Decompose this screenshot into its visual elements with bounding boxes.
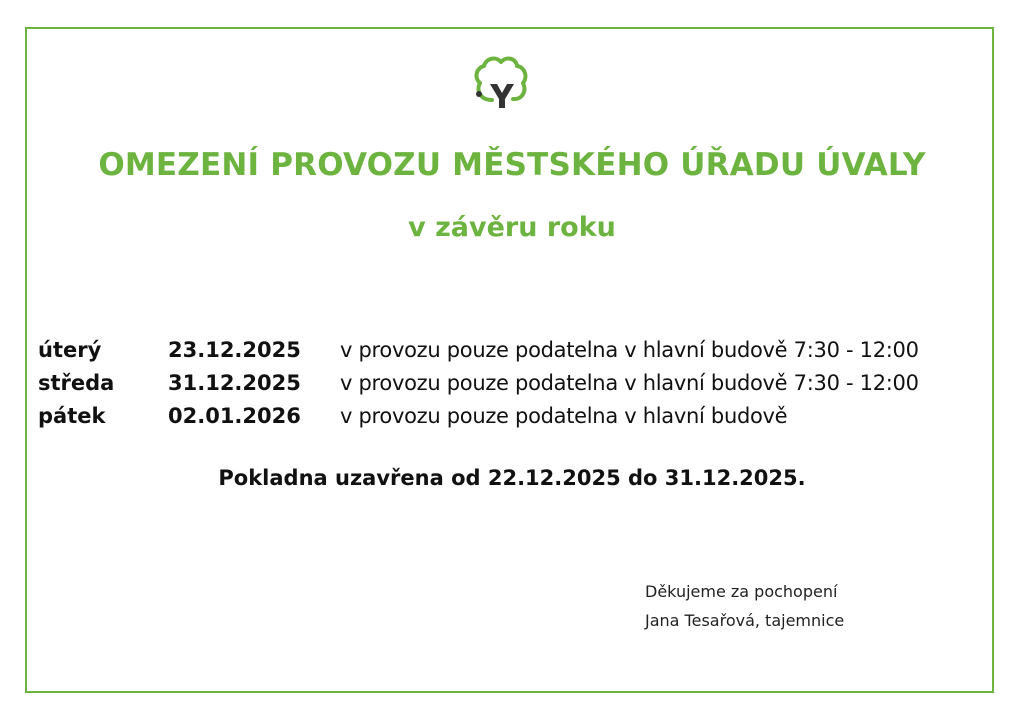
schedule-row	[38, 367, 988, 400]
schedule-note: v provozu pouze podatelna v hlavní budově 7:30 - 12:00	[340, 371, 919, 395]
thanks-text: Děkujeme za pochopení	[645, 582, 838, 601]
schedule-day: pátek	[38, 404, 106, 428]
signer-name: Jana Tesařová, tajemnice	[645, 611, 845, 630]
schedule-day: úterý	[38, 338, 102, 362]
schedule-date: 02.01.2026	[168, 404, 301, 428]
tree-y-logo-icon	[470, 50, 534, 114]
schedule-row	[38, 334, 988, 367]
schedule-date: 23.12.2025	[168, 338, 301, 362]
cashier-notice: Pokladna uzavřena od 22.12.2025 do 31.12.2025.	[218, 466, 806, 490]
page-title: OMEZENÍ PROVOZU MĚSTSKÉHO ÚŘADU ÚVALY	[98, 147, 926, 183]
schedule-note: v provozu pouze podatelna v hlavní budově 7:30 - 12:00	[340, 338, 919, 362]
signature-block	[645, 577, 844, 635]
page-subtitle: v závěru roku	[408, 212, 616, 243]
schedule-day: středa	[38, 371, 115, 395]
schedule-row	[38, 400, 988, 433]
schedule-list	[38, 334, 988, 433]
schedule-date: 31.12.2025	[168, 371, 301, 395]
schedule-note: v provozu pouze podatelna v hlavní budově	[340, 404, 788, 428]
